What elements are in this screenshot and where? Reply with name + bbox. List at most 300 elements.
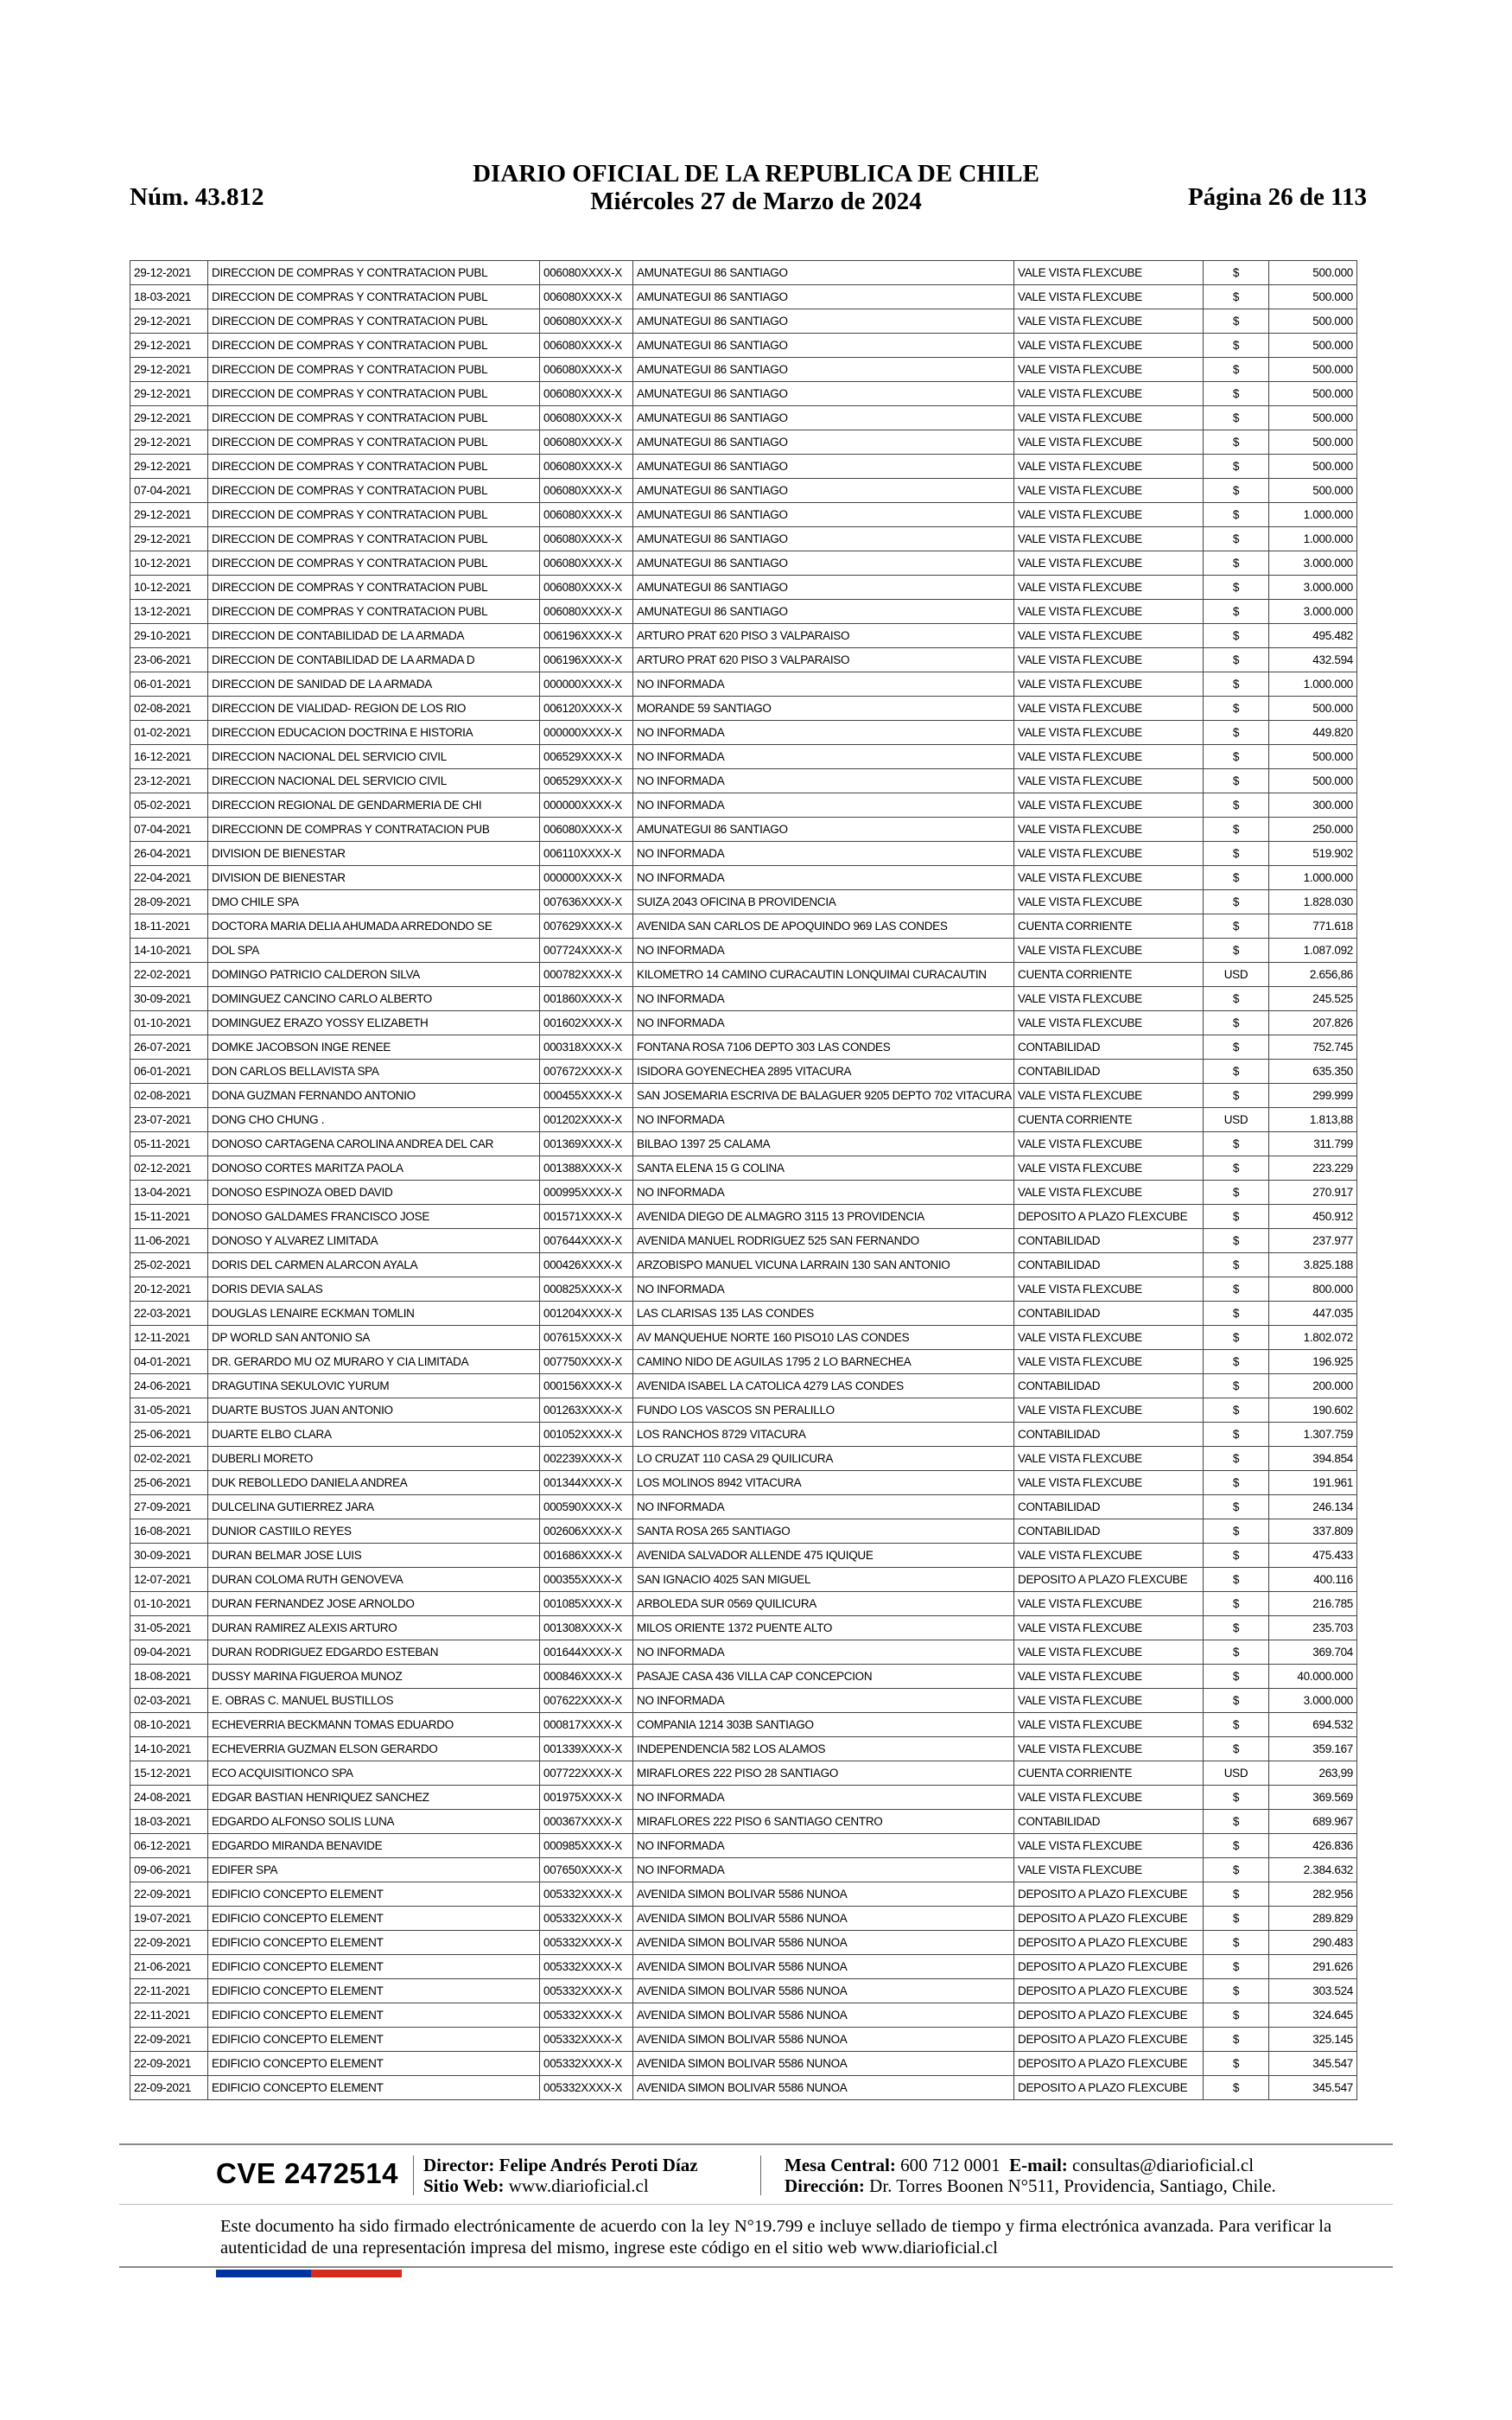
date-cell: 09-06-2021 — [130, 1858, 208, 1882]
footer-director-block — [423, 2155, 698, 2196]
amount-cell: 345.547 — [1269, 2052, 1357, 2076]
name-cell: DONA GUZMAN FERNANDO ANTONIO — [208, 1084, 540, 1108]
table-row — [130, 1229, 1357, 1253]
currency-cell: $ — [1204, 1302, 1269, 1326]
amount-cell: 500.000 — [1269, 261, 1357, 285]
name-cell: DUBERLI MORETO — [208, 1447, 540, 1471]
name-cell: DIRECCION DE COMPRAS Y CONTRATACION PUBL — [208, 503, 540, 527]
product-cell: DEPOSITO A PLAZO FLEXCUBE — [1014, 2003, 1204, 2028]
date-cell: 13-04-2021 — [130, 1181, 208, 1205]
rut-cell: 006080XXXX-X — [540, 309, 633, 334]
currency-cell: $ — [1204, 358, 1269, 382]
director-name: Felipe Andrés Peroti Díaz — [499, 2155, 698, 2175]
table-row — [130, 1665, 1357, 1689]
currency-cell: $ — [1204, 672, 1269, 697]
amount-cell: 449.820 — [1269, 721, 1357, 745]
name-cell: DONG CHO CHUNG . — [208, 1108, 540, 1132]
name-cell: DMO CHILE SPA — [208, 890, 540, 914]
product-cell: VALE VISTA FLEXCUBE — [1014, 1277, 1204, 1302]
address-cell: MIRAFLORES 222 PISO 6 SANTIAGO CENTRO — [633, 1810, 1014, 1834]
address-cell: AMUNATEGUI 86 SANTIAGO — [633, 382, 1014, 406]
product-cell: VALE VISTA FLEXCUBE — [1014, 576, 1204, 600]
currency-cell: $ — [1204, 261, 1269, 285]
table-row — [130, 1519, 1357, 1544]
product-cell: VALE VISTA FLEXCUBE — [1014, 406, 1204, 430]
table-row — [130, 1326, 1357, 1350]
amount-cell: 190.602 — [1269, 1398, 1357, 1423]
rut-cell: 006080XXXX-X — [540, 406, 633, 430]
currency-cell: $ — [1204, 1955, 1269, 1979]
address-cell: NO INFORMADA — [633, 672, 1014, 697]
currency-cell: $ — [1204, 1156, 1269, 1181]
date-cell: 29-12-2021 — [130, 309, 208, 334]
date-cell: 01-02-2021 — [130, 721, 208, 745]
address-cell: FUNDO LOS VASCOS SN PERALILLO — [633, 1398, 1014, 1423]
table-row — [130, 358, 1357, 382]
product-cell: DEPOSITO A PLAZO FLEXCUBE — [1014, 1568, 1204, 1592]
address-cell: LOS RANCHOS 8729 VITACURA — [633, 1423, 1014, 1447]
address-cell: AV MANQUEHUE NORTE 160 PISO10 LAS CONDES — [633, 1326, 1014, 1350]
product-cell: VALE VISTA FLEXCUBE — [1014, 890, 1204, 914]
footer-mid-rule — [119, 2204, 1393, 2205]
address-cell: CAMINO NIDO DE AGUILAS 1795 2 LO BARNECHEA — [633, 1350, 1014, 1374]
date-cell: 31-05-2021 — [130, 1616, 208, 1640]
table-row — [130, 1544, 1357, 1568]
currency-cell: $ — [1204, 1229, 1269, 1253]
amount-cell: 426.836 — [1269, 1834, 1357, 1858]
currency-cell: $ — [1204, 1447, 1269, 1471]
table-row — [130, 939, 1357, 963]
table-row — [130, 1640, 1357, 1665]
amount-cell: 337.809 — [1269, 1519, 1357, 1544]
table-row — [130, 1108, 1357, 1132]
date-cell: 06-01-2021 — [130, 1060, 208, 1084]
name-cell: DONOSO CARTAGENA CAROLINA ANDREA DEL CAR — [208, 1132, 540, 1156]
rut-cell: 001202XXXX-X — [540, 1108, 633, 1132]
table-row — [130, 1737, 1357, 1761]
rut-cell: 000318XXXX-X — [540, 1035, 633, 1060]
date-cell: 16-12-2021 — [130, 745, 208, 769]
date-cell: 31-05-2021 — [130, 1398, 208, 1423]
footer-bottom-rule — [119, 2266, 1393, 2268]
amount-cell: 432.594 — [1269, 648, 1357, 672]
product-cell: DEPOSITO A PLAZO FLEXCUBE — [1014, 1955, 1204, 1979]
table-row — [130, 1011, 1357, 1035]
name-cell: DIRECCION DE COMPRAS Y CONTRATACION PUBL — [208, 430, 540, 455]
product-cell: CONTABILIDAD — [1014, 1302, 1204, 1326]
table-row — [130, 1931, 1357, 1955]
table-row — [130, 624, 1357, 648]
currency-cell: $ — [1204, 455, 1269, 479]
email-link[interactable]: consultas@diarioficial.cl — [1072, 2155, 1255, 2175]
address-cell: SAN IGNACIO 4025 SAN MIGUEL — [633, 1568, 1014, 1592]
rut-cell: 006080XXXX-X — [540, 479, 633, 503]
date-cell: 22-09-2021 — [130, 1931, 208, 1955]
date-cell: 04-01-2021 — [130, 1350, 208, 1374]
amount-cell: 800.000 — [1269, 1277, 1357, 1302]
product-cell: CUENTA CORRIENTE — [1014, 1761, 1204, 1786]
amount-cell: 369.569 — [1269, 1786, 1357, 1810]
product-cell: CONTABILIDAD — [1014, 1035, 1204, 1060]
name-cell: DOMINGUEZ CANCINO CARLO ALBERTO — [208, 987, 540, 1011]
amount-cell: 500.000 — [1269, 334, 1357, 358]
table-row — [130, 745, 1357, 769]
amount-cell: 500.000 — [1269, 697, 1357, 721]
name-cell: DURAN COLOMA RUTH GENOVEVA — [208, 1568, 540, 1592]
date-cell: 25-06-2021 — [130, 1471, 208, 1495]
date-cell: 29-12-2021 — [130, 261, 208, 285]
date-cell: 12-07-2021 — [130, 1568, 208, 1592]
rut-cell: 006080XXXX-X — [540, 576, 633, 600]
currency-cell: $ — [1204, 1326, 1269, 1350]
product-cell: CUENTA CORRIENTE — [1014, 1108, 1204, 1132]
address-cell: NO INFORMADA — [633, 1640, 1014, 1665]
table-row — [130, 1374, 1357, 1398]
table-row — [130, 1277, 1357, 1302]
amount-cell: 635.350 — [1269, 1060, 1357, 1084]
currency-cell: $ — [1204, 939, 1269, 963]
address-cell: AMUNATEGUI 86 SANTIAGO — [633, 358, 1014, 382]
rut-cell: 006080XXXX-X — [540, 261, 633, 285]
product-cell: VALE VISTA FLEXCUBE — [1014, 793, 1204, 818]
rut-cell: 005332XXXX-X — [540, 2028, 633, 2052]
date-cell: 01-10-2021 — [130, 1011, 208, 1035]
currency-cell: $ — [1204, 1011, 1269, 1035]
amount-cell: 500.000 — [1269, 382, 1357, 406]
product-cell: VALE VISTA FLEXCUBE — [1014, 1181, 1204, 1205]
address-cell: NO INFORMADA — [633, 1786, 1014, 1810]
date-cell: 29-12-2021 — [130, 430, 208, 455]
amount-cell: 1.813,88 — [1269, 1108, 1357, 1132]
rut-cell: 007672XXXX-X — [540, 1060, 633, 1084]
amount-cell: 495.482 — [1269, 624, 1357, 648]
name-cell: EDIFICIO CONCEPTO ELEMENT — [208, 1907, 540, 1931]
table-row — [130, 1810, 1357, 1834]
currency-cell: $ — [1204, 1253, 1269, 1277]
date-cell: 02-12-2021 — [130, 1156, 208, 1181]
address-cell: NO INFORMADA — [633, 1011, 1014, 1035]
name-cell: EDIFER SPA — [208, 1858, 540, 1882]
table-row — [130, 406, 1357, 430]
amount-cell: 263,99 — [1269, 1761, 1357, 1786]
amount-cell: 250.000 — [1269, 818, 1357, 842]
currency-cell: $ — [1204, 914, 1269, 939]
name-cell: DUARTE BUSTOS JUAN ANTONIO — [208, 1398, 540, 1423]
date-cell: 02-08-2021 — [130, 1084, 208, 1108]
date-cell: 28-09-2021 — [130, 890, 208, 914]
product-cell: VALE VISTA FLEXCUBE — [1014, 818, 1204, 842]
address-cell: AVENIDA SIMON BOLIVAR 5586 NUNOA — [633, 2028, 1014, 2052]
currency-cell: $ — [1204, 1931, 1269, 1955]
amount-cell: 1.000.000 — [1269, 527, 1357, 551]
product-cell: VALE VISTA FLEXCUBE — [1014, 1544, 1204, 1568]
rut-cell: 006080XXXX-X — [540, 358, 633, 382]
currency-cell: $ — [1204, 818, 1269, 842]
amount-cell: 694.532 — [1269, 1713, 1357, 1737]
table-row — [130, 1447, 1357, 1471]
date-cell: 14-10-2021 — [130, 939, 208, 963]
name-cell: DUK REBOLLEDO DANIELA ANDREA — [208, 1471, 540, 1495]
address-cell: AMUNATEGUI 86 SANTIAGO — [633, 576, 1014, 600]
date-cell: 18-03-2021 — [130, 1810, 208, 1834]
amount-cell: 325.145 — [1269, 2028, 1357, 2052]
currency-cell: $ — [1204, 1205, 1269, 1229]
rut-cell: 006080XXXX-X — [540, 600, 633, 624]
amount-cell: 311.799 — [1269, 1132, 1357, 1156]
name-cell: EDIFICIO CONCEPTO ELEMENT — [208, 2028, 540, 2052]
name-cell: EDGARDO ALFONSO SOLIS LUNA — [208, 1810, 540, 1834]
name-cell: DIRECCION DE COMPRAS Y CONTRATACION PUBL — [208, 309, 540, 334]
product-cell: DEPOSITO A PLAZO FLEXCUBE — [1014, 1882, 1204, 1907]
rut-cell: 007615XXXX-X — [540, 1326, 633, 1350]
currency-cell: $ — [1204, 1519, 1269, 1544]
address-cell: COMPANIA 1214 303B SANTIAGO — [633, 1713, 1014, 1737]
date-cell: 01-10-2021 — [130, 1592, 208, 1616]
name-cell: DIRECCION NACIONAL DEL SERVICIO CIVIL — [208, 769, 540, 793]
rut-cell: 007622XXXX-X — [540, 1689, 633, 1713]
table-row — [130, 1713, 1357, 1737]
currency-cell: $ — [1204, 1568, 1269, 1592]
product-cell: VALE VISTA FLEXCUBE — [1014, 309, 1204, 334]
registry-table-body — [130, 261, 1357, 2100]
address-cell: AMUNATEGUI 86 SANTIAGO — [633, 309, 1014, 334]
currency-cell: $ — [1204, 1858, 1269, 1882]
amount-cell: 235.703 — [1269, 1616, 1357, 1640]
name-cell: DOCTORA MARIA DELIA AHUMADA ARREDONDO SE — [208, 914, 540, 939]
address-cell: NO INFORMADA — [633, 987, 1014, 1011]
amount-cell: 500.000 — [1269, 479, 1357, 503]
product-cell: VALE VISTA FLEXCUBE — [1014, 769, 1204, 793]
date-cell: 24-08-2021 — [130, 1786, 208, 1810]
rut-cell: 001369XXXX-X — [540, 1132, 633, 1156]
footer-divider — [760, 2156, 761, 2195]
page-number: Página 26 de 113 — [1187, 183, 1367, 211]
table-row — [130, 1592, 1357, 1616]
name-cell: E. OBRAS C. MANUEL BUSTILLOS — [208, 1689, 540, 1713]
amount-cell: 500.000 — [1269, 406, 1357, 430]
name-cell: DIRECCION DE COMPRAS Y CONTRATACION PUBL — [208, 406, 540, 430]
phone-label: Mesa Central: — [785, 2155, 896, 2175]
name-cell: DP WORLD SAN ANTONIO SA — [208, 1326, 540, 1350]
currency-cell: $ — [1204, 1786, 1269, 1810]
rut-cell: 006080XXXX-X — [540, 430, 633, 455]
name-cell: DORIS DEL CARMEN ALARCON AYALA — [208, 1253, 540, 1277]
name-cell: DIRECCION DE COMPRAS Y CONTRATACION PUBL — [208, 551, 540, 576]
product-cell: VALE VISTA FLEXCUBE — [1014, 479, 1204, 503]
name-cell: ECO ACQUISITIONCO SPA — [208, 1761, 540, 1786]
product-cell: VALE VISTA FLEXCUBE — [1014, 261, 1204, 285]
table-row — [130, 1423, 1357, 1447]
rut-cell: 000846XXXX-X — [540, 1665, 633, 1689]
rut-cell: 001263XXXX-X — [540, 1398, 633, 1423]
date-cell: 15-11-2021 — [130, 1205, 208, 1229]
product-cell: CONTABILIDAD — [1014, 1810, 1204, 1834]
currency-cell: $ — [1204, 1495, 1269, 1519]
name-cell: DIRECCION DE COMPRAS Y CONTRATACION PUBL — [208, 527, 540, 551]
address-cell: AMUNATEGUI 86 SANTIAGO — [633, 479, 1014, 503]
site-label: Sitio Web: — [423, 2175, 505, 2196]
date-cell: 05-02-2021 — [130, 793, 208, 818]
date-cell: 12-11-2021 — [130, 1326, 208, 1350]
amount-cell: 450.912 — [1269, 1205, 1357, 1229]
name-cell: DIRECCION DE CONTABILIDAD DE LA ARMADA — [208, 624, 540, 648]
date-cell: 27-09-2021 — [130, 1495, 208, 1519]
footer-contact-block — [785, 2155, 1276, 2196]
name-cell: EDIFICIO CONCEPTO ELEMENT — [208, 1931, 540, 1955]
table-row — [130, 285, 1357, 309]
registry-table — [130, 260, 1357, 2100]
name-cell: DOMKE JACOBSON INGE RENEE — [208, 1035, 540, 1060]
product-cell: VALE VISTA FLEXCUBE — [1014, 1689, 1204, 1713]
currency-cell: $ — [1204, 1035, 1269, 1060]
rut-cell: 001308XXXX-X — [540, 1616, 633, 1640]
date-cell: 29-12-2021 — [130, 334, 208, 358]
address-cell: NO INFORMADA — [633, 1277, 1014, 1302]
currency-cell: $ — [1204, 527, 1269, 551]
currency-cell: $ — [1204, 334, 1269, 358]
table-row — [130, 551, 1357, 576]
table-row — [130, 261, 1357, 285]
currency-cell: $ — [1204, 503, 1269, 527]
date-cell: 11-06-2021 — [130, 1229, 208, 1253]
email-label: E-mail: — [1009, 2155, 1068, 2175]
address-cell: NO INFORMADA — [633, 842, 1014, 866]
rut-cell: 007636XXXX-X — [540, 890, 633, 914]
currency-cell: $ — [1204, 2052, 1269, 2076]
amount-cell: 291.626 — [1269, 1955, 1357, 1979]
currency-cell: $ — [1204, 382, 1269, 406]
amount-cell: 359.167 — [1269, 1737, 1357, 1761]
amount-cell: 1.000.000 — [1269, 866, 1357, 890]
name-cell: DIRECCIONN DE COMPRAS Y CONTRATACION PUB — [208, 818, 540, 842]
name-cell: DIRECCION EDUCACION DOCTRINA E HISTORIA — [208, 721, 540, 745]
name-cell: DIVISION DE BIENESTAR — [208, 842, 540, 866]
name-cell: DORIS DEVIA SALAS — [208, 1277, 540, 1302]
product-cell: VALE VISTA FLEXCUBE — [1014, 1616, 1204, 1640]
amount-cell: 752.745 — [1269, 1035, 1357, 1060]
date-cell: 22-03-2021 — [130, 1302, 208, 1326]
address-cell: NO INFORMADA — [633, 1834, 1014, 1858]
amount-cell: 2.656,86 — [1269, 963, 1357, 987]
currency-cell: $ — [1204, 721, 1269, 745]
currency-cell: $ — [1204, 1544, 1269, 1568]
site-link[interactable]: www.diarioficial.cl — [508, 2175, 649, 2196]
address-cell: LOS MOLINOS 8942 VITACURA — [633, 1471, 1014, 1495]
product-cell: VALE VISTA FLEXCUBE — [1014, 697, 1204, 721]
address-cell: NO INFORMADA — [633, 1108, 1014, 1132]
rut-cell: 006080XXXX-X — [540, 455, 633, 479]
product-cell: CONTABILIDAD — [1014, 1060, 1204, 1084]
table-row — [130, 890, 1357, 914]
date-cell: 22-09-2021 — [130, 2076, 208, 2100]
table-row — [130, 2052, 1357, 2076]
address-cell: LO CRUZAT 110 CASA 29 QUILICURA — [633, 1447, 1014, 1471]
currency-cell: $ — [1204, 1181, 1269, 1205]
name-cell: DRAGUTINA SEKULOVIC YURUM — [208, 1374, 540, 1398]
currency-cell: $ — [1204, 866, 1269, 890]
product-cell: VALE VISTA FLEXCUBE — [1014, 1447, 1204, 1471]
amount-cell: 689.967 — [1269, 1810, 1357, 1834]
address-cell: KILOMETRO 14 CAMINO CURACAUTIN LONQUIMAI CURACAUTIN — [633, 963, 1014, 987]
table-row — [130, 697, 1357, 721]
product-cell: VALE VISTA FLEXCUBE — [1014, 672, 1204, 697]
table-row — [130, 818, 1357, 842]
rut-cell: 005332XXXX-X — [540, 2076, 633, 2100]
product-cell: CONTABILIDAD — [1014, 1374, 1204, 1398]
rut-cell: 005332XXXX-X — [540, 2003, 633, 2028]
product-cell: DEPOSITO A PLAZO FLEXCUBE — [1014, 1205, 1204, 1229]
currency-cell: $ — [1204, 1713, 1269, 1737]
product-cell: CONTABILIDAD — [1014, 1495, 1204, 1519]
amount-cell: 299.999 — [1269, 1084, 1357, 1108]
name-cell: DIRECCION DE COMPRAS Y CONTRATACION PUBL — [208, 261, 540, 285]
table-row — [130, 2003, 1357, 2028]
table-row — [130, 963, 1357, 987]
amount-cell: 200.000 — [1269, 1374, 1357, 1398]
currency-cell: $ — [1204, 624, 1269, 648]
rut-cell: 000000XXXX-X — [540, 721, 633, 745]
product-cell: VALE VISTA FLEXCUBE — [1014, 1084, 1204, 1108]
name-cell: DUSSY MARINA FIGUEROA MUNOZ — [208, 1665, 540, 1689]
rut-cell: 001052XXXX-X — [540, 1423, 633, 1447]
currency-cell: $ — [1204, 2076, 1269, 2100]
masthead-date: Miércoles 27 de Marzo de 2024 — [590, 188, 922, 215]
amount-cell: 1.000.000 — [1269, 503, 1357, 527]
address-cell: ARZOBISPO MANUEL VICUNA LARRAIN 130 SAN ANTONIO — [633, 1253, 1014, 1277]
rut-cell: 002239XXXX-X — [540, 1447, 633, 1471]
currency-cell: $ — [1204, 1665, 1269, 1689]
product-cell: VALE VISTA FLEXCUBE — [1014, 721, 1204, 745]
address-cell: AVENIDA SIMON BOLIVAR 5586 NUNOA — [633, 1907, 1014, 1931]
rut-cell: 001085XXXX-X — [540, 1592, 633, 1616]
name-cell: DURAN BELMAR JOSE LUIS — [208, 1544, 540, 1568]
amount-cell: 207.826 — [1269, 1011, 1357, 1035]
amount-cell: 3.000.000 — [1269, 600, 1357, 624]
date-cell: 18-03-2021 — [130, 285, 208, 309]
date-cell: 18-11-2021 — [130, 914, 208, 939]
rut-cell: 007629XXXX-X — [540, 914, 633, 939]
address-cell: NO INFORMADA — [633, 1181, 1014, 1205]
product-cell: VALE VISTA FLEXCUBE — [1014, 527, 1204, 551]
name-cell: DOL SPA — [208, 939, 540, 963]
amount-cell: 3.000.000 — [1269, 576, 1357, 600]
amount-cell: 500.000 — [1269, 430, 1357, 455]
name-cell: DIRECCION DE COMPRAS Y CONTRATACION PUBL — [208, 455, 540, 479]
name-cell: DONOSO GALDAMES FRANCISCO JOSE — [208, 1205, 540, 1229]
rut-cell: 002606XXXX-X — [540, 1519, 633, 1544]
amount-cell: 3.825.188 — [1269, 1253, 1357, 1277]
amount-cell: 300.000 — [1269, 793, 1357, 818]
table-row — [130, 1398, 1357, 1423]
address-cell: AVENIDA SIMON BOLIVAR 5586 NUNOA — [633, 1931, 1014, 1955]
rut-cell: 001602XXXX-X — [540, 1011, 633, 1035]
product-cell: VALE VISTA FLEXCUBE — [1014, 1592, 1204, 1616]
address-cell: AVENIDA SIMON BOLIVAR 5586 NUNOA — [633, 2076, 1014, 2100]
rut-cell: 000782XXXX-X — [540, 963, 633, 987]
date-cell: 24-06-2021 — [130, 1374, 208, 1398]
table-row — [130, 479, 1357, 503]
director-label: Director: — [423, 2155, 495, 2175]
product-cell: VALE VISTA FLEXCUBE — [1014, 358, 1204, 382]
currency-cell: $ — [1204, 551, 1269, 576]
currency-cell: USD — [1204, 963, 1269, 987]
rut-cell: 007724XXXX-X — [540, 939, 633, 963]
currency-cell: $ — [1204, 1689, 1269, 1713]
rut-cell: 006529XXXX-X — [540, 769, 633, 793]
table-row — [130, 1979, 1357, 2003]
rut-cell: 001339XXXX-X — [540, 1737, 633, 1761]
name-cell: DIRECCION DE COMPRAS Y CONTRATACION PUBL — [208, 285, 540, 309]
